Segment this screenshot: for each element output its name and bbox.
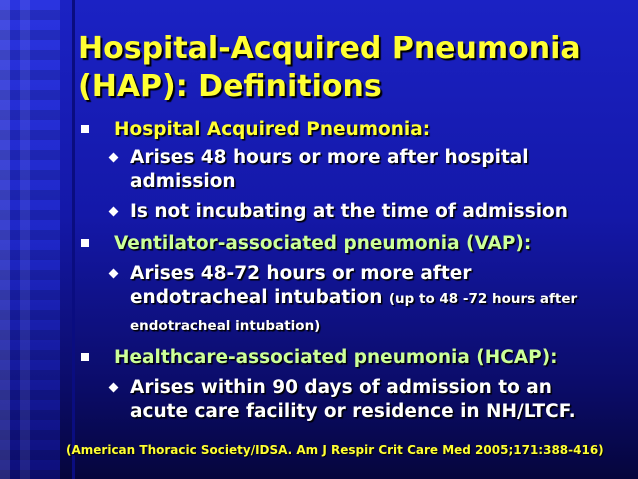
section-heading-hap: Hospital Acquired Pneumonia: (82, 118, 398, 142)
diamond-bullet-icon (109, 269, 119, 279)
list-item: Is not incubating at the time of admission (110, 200, 548, 224)
square-bullet-icon (81, 239, 89, 247)
title-line-1: Hospital-Acquired Pneumonia (78, 31, 581, 66)
vertical-divider (72, 0, 75, 479)
diamond-bullet-icon (109, 153, 119, 163)
list-item: Arises 48-72 hours or more after (110, 262, 451, 286)
list-item-note: endotracheal intubation) (130, 318, 321, 334)
list-item: Arises 48 hours or more after hospital (110, 146, 509, 170)
list-item: Arises within 90 days of admission to an (110, 376, 532, 400)
strip-pattern (0, 0, 60, 479)
slide-title (78, 30, 618, 106)
square-bullet-icon (81, 125, 89, 133)
square-bullet-icon (81, 353, 89, 361)
list-item-continuation: endotracheal intubation (up to 48 -72 hours after (130, 287, 578, 308)
diamond-bullet-icon (109, 383, 119, 393)
list-item-continuation: acute care facility or residence in NH/LTCF. (130, 401, 576, 422)
list-item-continuation: admission (130, 171, 236, 192)
title-line-2: (HAP): Definitions (78, 69, 382, 104)
section-heading-hcap: Healthcare-associated pneumonia (HCAP): (82, 346, 526, 370)
section-heading-vap: Ventilator-associated pneumonia (VAP): (82, 232, 499, 256)
diamond-bullet-icon (109, 207, 119, 217)
citation: (American Thoracic Society/IDSA. Am J Respir Crit Care Med 2005;171:388-416) (66, 443, 604, 457)
